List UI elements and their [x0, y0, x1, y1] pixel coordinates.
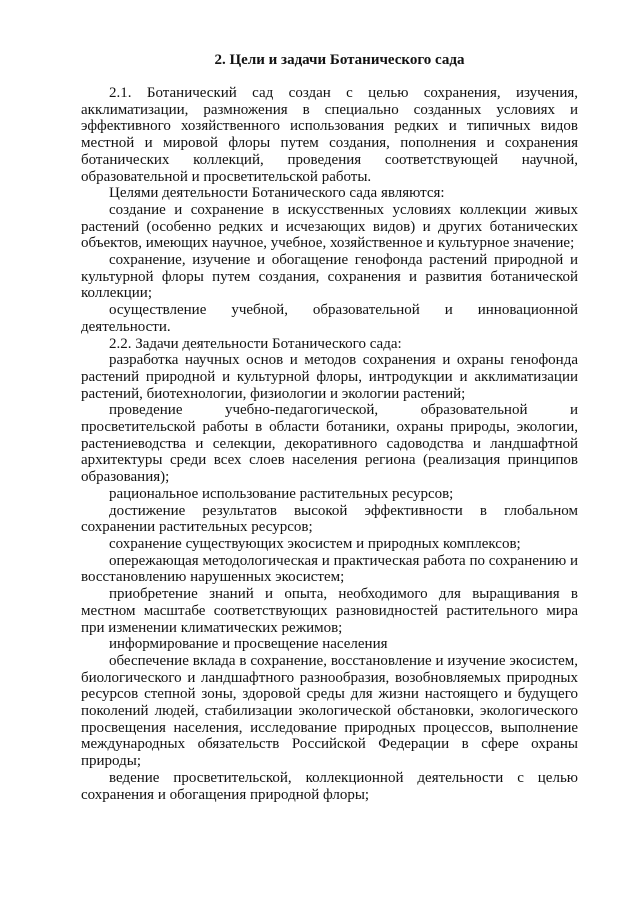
section-heading: 2. Цели и задачи Ботанического сада — [214, 52, 465, 68]
task-item: информирование и просвещение населения — [109, 636, 388, 653]
paragraph-2-2: 2.2. Задачи деятельности Ботанического сада: — [109, 335, 402, 352]
document-page — [81, 52, 578, 803]
paragraph-2-1: 2.1. Ботанический сад создан с целью сохранения, изучения, акклиматизации, размножения в специально созданных условиях и эффективного хозяйственного использования редких и типичных видов местной и мировой флоры путем создания, пополнения и сохранения ботанических коллекций, проведения соответствующей научной, образовательной и просветительской работы. — [81, 85, 578, 185]
task-item: сохранение существующих экосистем и природных комплексов; — [109, 535, 521, 552]
task-item: разработка научных основ и методов сохранения и охраны генофонда растений природной и культурной флоры, интродукции и акклиматизации растений, биотехнологии, физиологии и экологии растений; — [81, 352, 578, 402]
task-item: рациональное использование растительных ресурсов; — [109, 485, 454, 502]
task-item: ведение просветительской, коллекционной деятельности с целью сохранения и обогащения природной флоры; — [81, 769, 578, 803]
goal-item: осуществление учебной, образовательной и инновационной деятельности. — [81, 302, 578, 335]
task-item: опережающая методологическая и практическая работа по сохранению и восстановлению нарушенных экосистем; — [81, 552, 578, 586]
goal-item: создание и сохранение в искусственных условиях коллекции живых растений (особенно редких и исчезающих видов) и других ботанических объектов, имеющих научное, учебное, хозяйственное и культурное значение; — [81, 201, 578, 252]
task-item: достижение результатов высокой эффективности в глобальном сохранении растительных ресурсов; — [81, 502, 578, 536]
task-item: проведение учебно-педагогической, образовательной и просветительской работы в области ботаники, охраны природы, экологии, растениеводства и селекции, декоративного садоводства и ландшафтной архитектуры среди всех слоев населения региона (реализация принципов образования); — [81, 402, 578, 486]
task-item: обеспечение вклада в сохранение, восстановление и изучение экосистем, биологического и ландшафтного разнообразия, возобновляемых природных ресурсов степной зоны, здоровой среды для жизни настоящего и будущего поколений людей, стабилизации экологической обстановки, экологического просвещения населения, исследование природных процессов, выполнение международных обязательств Российской Федерации в сфере охраны природы; — [81, 652, 578, 770]
goal-item: сохранение, изучение и обогащение генофонда растений природной и культурной флоры путем создания, сохранения и развития ботанической коллекции; — [81, 252, 578, 302]
goals-intro: Целями деятельности Ботанического сада являются: — [109, 185, 445, 202]
task-item: приобретение знаний и опыта, необходимого для выращивания в местном масштабе соответствующих разновидностей растительного мира при изменении климатических режимов; — [81, 586, 578, 636]
